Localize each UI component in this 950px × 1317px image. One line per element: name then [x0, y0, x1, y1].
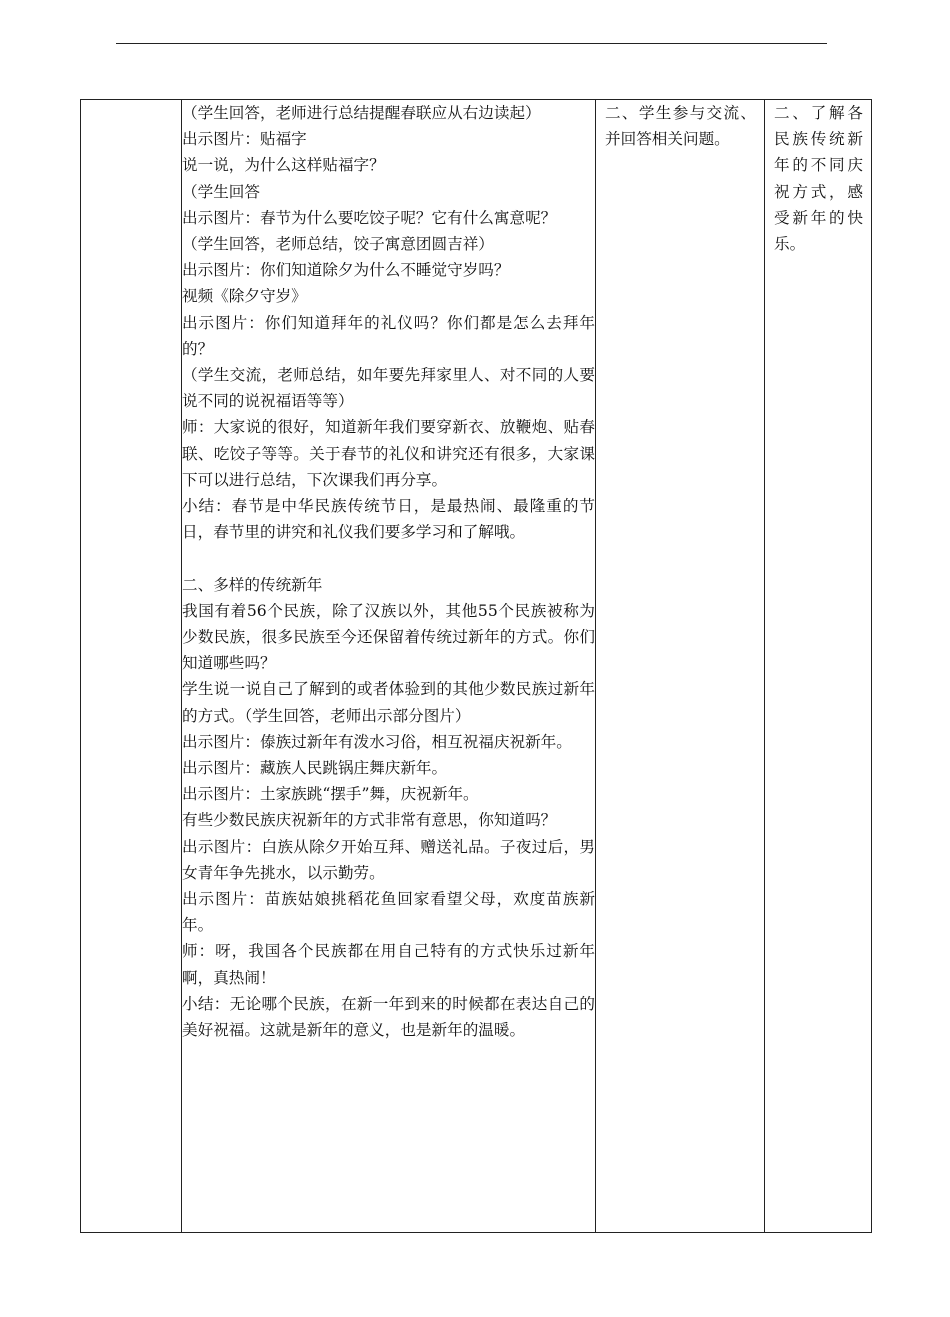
student-activity-cell [596, 100, 765, 1233]
process-line: 学生说一说自己了解到的或者体验到的其他少数民族过新年的方式。（学生回答，老师出示部分图片） [182, 680, 595, 725]
process-line: （学生回答 [182, 182, 260, 201]
design-intent-cell [765, 100, 872, 1233]
process-line: 小结：无论哪个民族，在新一年到来的时候都在表达自己的美好祝福。这就是新年的意义，也是新年的温暖。 [182, 994, 595, 1040]
table-row [81, 100, 872, 1233]
process-line: 出示图片：你们知道除夕为什么不睡觉守岁吗？ [182, 261, 510, 280]
process-line: 说一说，为什么这样贴福字？ [182, 156, 385, 175]
process-line: 视频《除夕守岁》 [182, 287, 307, 306]
process-line: 出示图片：你们知道拜年的礼仪吗？你们都是怎么去拜年的？ [182, 313, 595, 358]
header-rule [116, 43, 827, 44]
lesson-plan-table [80, 99, 872, 1233]
process-line: （学生回答，老师总结，饺子寓意团圆吉祥） [182, 235, 494, 254]
process-line: 出示图片：春节为什么要吃饺子呢？它有什么寓意呢？ [182, 208, 557, 227]
process-line: 小结：春节是中华民族传统节日，是最热闹、最隆重的节日，春节里的讲究和礼仪我们要多学习和了解哦。 [182, 497, 595, 542]
process-line: 出示图片：贴福字 [182, 130, 307, 149]
process-line: 师：大家说的很好，知道新年我们要穿新衣、放鞭炮、贴春联、吃饺子等等。关于春节的礼仪和讲究还有很多，大家课下可以进行总结，下次课我们再分享。 [182, 418, 595, 489]
process-line: 有些少数民族庆祝新年的方式非常有意思，你知道吗？ [182, 811, 557, 830]
process-line: 出示图片：白族从除夕开始互拜、赠送礼品。子夜过后，男女青年争先挑水，以示勤劳。 [182, 837, 595, 882]
process-line: （学生交流，老师总结，如年要先拜家里人、对不同的人要说不同的说祝福语等等） [182, 366, 595, 411]
process-line: 出示图片：土家族跳“摆手”舞，庆祝新年。 [182, 785, 479, 804]
process-line: 我国有着56个民族，除了汉族以外，其他55个民族被称为少数民族，很多民族至今还保留着传统过新年的方式。你们知道哪些吗？ [182, 601, 595, 673]
process-line: 出示图片：藏族人民跳锅庄舞庆新年。 [182, 759, 448, 778]
student-activity-text: 二、学生参与交流、并回答相关问题。 [605, 104, 756, 149]
process-line: 师：呀，我国各个民族都在用自己特有的方式快乐过新年啊，真热闹！ [182, 942, 595, 987]
process-line: （学生回答，老师进行总结提醒春联应从右边读起） [182, 104, 541, 122]
section-heading: 二、多样的传统新年 [182, 575, 323, 594]
stage-cell [81, 100, 182, 1233]
teaching-process-text [182, 100, 595, 1043]
process-line: 出示图片：傣族过新年有泼水习俗，相互祝福庆祝新年。 [182, 732, 572, 751]
design-intent-text: 二、了解各民族传统新年的不同庆祝方式，感受新年的快乐。 [774, 104, 863, 254]
teaching-process-cell [182, 100, 596, 1233]
process-line: 出示图片：苗族姑娘挑稻花鱼回家看望父母，欢度苗族新年。 [182, 890, 595, 935]
blank-line [182, 545, 595, 571]
